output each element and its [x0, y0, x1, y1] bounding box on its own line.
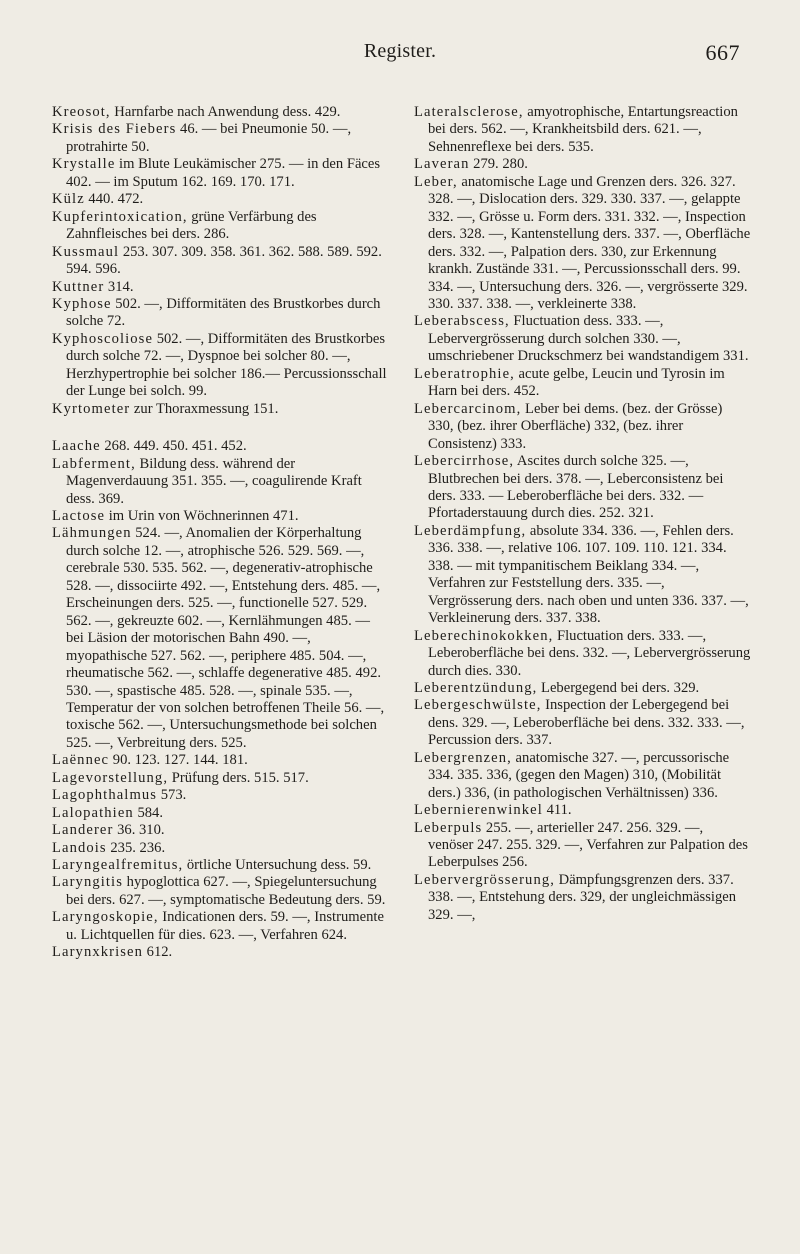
index-locators: Dämpfungsgrenzen ders. 337. 338. —, Entstehung ders. 329, der ungleichmässigen 329. —, [428, 871, 737, 923]
index-entry [414, 104, 751, 156]
index-headword: Lebervergrösserung, [414, 871, 555, 888]
index-locators: 502. —, Difformitäten des Brustkorbes durch solche 72. [66, 295, 381, 330]
index-locators: 235. 236. [106, 839, 166, 856]
index-entry [52, 770, 389, 787]
index-headword: Lebergrenzen, [414, 749, 512, 766]
index-headword: Lähmungen [52, 525, 132, 542]
index-locators: im Urin von Wöchnerinnen 471. [105, 507, 299, 524]
index-locators: Ascites durch solche 325. —, Blutbrechen bei ders. 378. —, Leberconsistenz bei ders. 333. — Leberoberfläche bei ders. 332. — Pfortaderstauung durch dies. 252. 321. [428, 453, 724, 522]
index-locators: amyotrophische, Entartungsreaction bei ders. 562. —, Krankheitsbild ders. 621. —, Sehnenreflexe bei ders. 535. [428, 104, 738, 155]
index-locators: Prüfung ders. 515. 517. [168, 769, 309, 786]
index-locators: 440. 472. [84, 191, 144, 208]
index-locators: Inspection der Lebergegend bei dens. 329. —, Leberoberfläche bei dens. 332. 333. —, Percussion ders. 337. [428, 697, 745, 749]
index-headword: Külz [52, 191, 85, 208]
index-locators: absolute 334. 336. —, Fehlen ders. 336. 338. —, relative 106. 107. 109. 110. 121. 334. 338. — mit tympanitischem Beiklang 334. —, Verfahren zur Feststellung ders. 335. —, Vergrösserung ders. nach oben und unten 336. 337. —, Verkleinerung ders. 337. 338. [428, 522, 749, 627]
index-entry [52, 822, 389, 839]
index-entry [52, 752, 389, 769]
index-headword: Lalopathien [52, 804, 134, 821]
index-headword: Kyrtometer [52, 400, 131, 417]
index-entry [52, 401, 389, 418]
index-locators: 36. 310. [113, 822, 165, 839]
index-headword: Lebercirrhose, [414, 453, 515, 470]
index-headword: Lagevorstellung, [52, 769, 169, 786]
index-locators: anatomische Lage und Grenzen ders. 326. 327. 328. —, Dislocation ders. 329. 330. 337. —, gelappte 332. —, Grösse u. Form ders. 331. 332. —, Inspection ders. 328. —, Kantenstellung ders. 337. —, Oberfläche ders. 332. —, Palpation ders. 330, zur Erkennung krankh. Zustände 331. —, Percussionsschall ders. 99. 334. —, Untersuchung ders. 326. —, vergrösserte 329. 330. 337. 338. —, verkleinerte 338. [428, 173, 751, 312]
index-headword: Laënnec [52, 752, 110, 769]
index-entry [414, 313, 751, 365]
index-headword: Lateralsclerose, [414, 104, 524, 120]
index-entry [414, 453, 751, 523]
index-headword: Krisis des Fiebers [52, 121, 177, 138]
index-locators: 268. 449. 450. 451. 452. [100, 438, 247, 455]
index-entry [52, 787, 389, 804]
index-entry [414, 366, 751, 401]
index-entry [52, 805, 389, 822]
index-headword: Kupferintoxication, [52, 208, 188, 225]
index-entry [414, 697, 751, 749]
index-entry [414, 401, 751, 453]
index-locators: Fluctuation dess. 333. —, Lebervergrösserung durch solchen 330. —, umschriebener Druckschmerz bei wandstandigem 331. [428, 313, 749, 365]
page-number: 667 [705, 40, 740, 65]
index-locators: 524. —, Anomalien der Körperhaltung durch solche 12. —, atrophische 526. 529. 569. —, cerebrale 530. 535. 562. —, degenerativ-atrophische 528. —, dissociirte 492. —, Entstehung ders. 485. —, Erscheinungen ders. 525. —, functionelle 527. 529. 562. —, gekreuzte 602. —, Kernlähmungen 485. — bei Läsion der motorischen Bahn 490. —, myopathische 527. 562. —, periphere 485. 504. —, rheumatische 562. —, schlaffe degenerative 485. 492. 530. —, spastische 485. 528. —, spinale 535. —, Temperatur der von solchen betroffenen Theile 56. —, toxische 562. —, Untersuchungsmethode bei solchen 525. —, Verbreitung ders. 525. [66, 525, 385, 751]
index-locators: 255. —, arterieller 247. 256. 329. —, venöser 247. 255. 329. —, Verfahren zur Palpation des Leberpulses 256. [428, 819, 748, 871]
running-title: Register. [363, 40, 437, 62]
index-locators: hypoglottica 627. —, Spiegeluntersuchung bei ders. 627. —, symptomatische Bedeutung ders. 59. [66, 874, 386, 908]
index-entry [52, 456, 389, 508]
index-entry [52, 508, 389, 525]
index-entry [414, 523, 751, 628]
index-headword: Leber, [414, 173, 458, 190]
index-headword: Lagophthalmus [52, 787, 158, 804]
index-headword: Leberpuls [414, 819, 483, 836]
index-headword: Laryngitis [52, 874, 123, 891]
index-locators: Leber bei dems. (bez. der Grösse) 330, (bez. ihrer Oberfläche) 332, (bez. ihrer Consistenz) 333. [428, 400, 723, 452]
index-headword: Kreosot, [52, 104, 111, 120]
index-entry [52, 191, 389, 208]
index-locators: 612. [143, 944, 173, 961]
index-headword: Laryngealfremitus, [52, 857, 184, 874]
index-headword: Landois [52, 839, 107, 856]
index-locators: 411. [542, 802, 572, 819]
index-headword: Leberatrophie, [414, 365, 515, 382]
index-locators: 314. [104, 278, 134, 295]
index-locators: 584. [133, 804, 163, 821]
index-column-left [52, 104, 389, 962]
index-locators: Bildung dess. während der Magenverdauung 351. 355. —, coagulirende Kraft dess. 369. [66, 455, 362, 507]
index-locators: 573. [157, 787, 187, 804]
index-entry [414, 750, 751, 802]
index-locators: 502. —, Difformitäten des Brustkorbes durch solche 72. —, Dyspnoe bei solcher 80. —, Herzhypertrophie bei solcher 186.— Percussionsschall der Lunge bei solch. 99. [66, 330, 387, 400]
index-headword: Laveran [414, 156, 470, 173]
index-locators: grüne Verfärbung des Zahnfleisches bei ders. 286. [66, 208, 317, 243]
index-locators: Fluctuation ders. 333. —, Leberoberfläche bei dens. 332. —, Lebervergrösserung durch dies. 330. [428, 627, 751, 679]
index-headword: Lebernierenwinkel [414, 802, 543, 819]
index-headword: Laryngoskopie, [52, 909, 159, 926]
index-entry [414, 174, 751, 314]
index-entry [414, 628, 751, 680]
index-headword: Kyphoscoliose [52, 330, 154, 347]
index-entry [52, 857, 389, 874]
index-entry [52, 104, 389, 121]
index-entry [52, 279, 389, 296]
index-entry [414, 680, 751, 697]
index-headword: Laache [52, 438, 101, 455]
page-header [60, 40, 740, 70]
index-headword: Landerer [52, 822, 114, 839]
index-entry [52, 525, 389, 752]
index-entry [52, 296, 389, 331]
index-entry [414, 872, 751, 924]
index-entry [52, 331, 389, 401]
index-entry [414, 156, 751, 173]
index-locators: 46. — bei Pneumonie 50. —, protrahirte 50. [66, 121, 352, 155]
index-headword: Labferment, [52, 455, 136, 472]
index-entry [52, 209, 389, 244]
index-headword: Krystalle [52, 156, 116, 173]
index-headword: Kyphose [52, 295, 112, 312]
index-entry [414, 802, 751, 819]
index-headword: Lebercarcinom, [414, 400, 522, 417]
index-headword: Lebergeschwülste, [414, 697, 542, 714]
index-column-right [414, 104, 751, 924]
index-entry [52, 438, 389, 455]
index-locators: Lebergegend bei ders. 329. [537, 679, 700, 696]
index-headword: Kussmaul [52, 243, 120, 260]
index-locators: Indicationen ders. 59. —, Instrumente u. Lichtquellen für dies. 623. —, Verfahren 624. [66, 909, 384, 943]
index-entry [414, 820, 751, 872]
index-headword: Leberdämpfung, [414, 522, 527, 539]
index-entry [52, 156, 389, 191]
index-locators: örtliche Untersuchung dess. 59. [183, 857, 372, 874]
index-locators: 253. 307. 309. 358. 361. 362. 588. 589. 592. 594. 596. [66, 243, 382, 278]
index-locators: Harnfarbe nach Anwendung dess. 429. [110, 104, 341, 120]
index-locators: anatomische 327. —, percussorische 334. 335. 336, (gegen den Magen) 310, (Mobilität ders.) 336, (in pathologischen Verhältnissen) 336. [428, 749, 730, 801]
index-headword: Larynxkrisen [52, 944, 144, 961]
index-locators: im Blute Leukämischer 275. — in den Fäces 402. — im Sputum 162. 169. 170. 171. [66, 156, 381, 190]
index-entry [52, 909, 389, 944]
index-headword: Leberentzündung, [414, 679, 538, 696]
index-entry [52, 874, 389, 909]
index-entry [52, 944, 389, 961]
index-locators: 279. 280. [469, 156, 528, 173]
index-locators: zur Thoraxmessung 151. [130, 400, 279, 417]
index-headword: Kuttner [52, 278, 105, 295]
index-entry [52, 840, 389, 857]
index-entry [52, 121, 389, 156]
index-headword: Lactose [52, 507, 106, 524]
index-locators: 90. 123. 127. 144. 181. [109, 752, 248, 769]
index-headword: Leberechinokokken, [414, 627, 554, 644]
index-entry [52, 244, 389, 279]
index-headword: Leberabscess, [414, 313, 510, 330]
index-locators: acute gelbe, Leucin und Tyrosin im Harn bei ders. 452. [428, 365, 725, 400]
